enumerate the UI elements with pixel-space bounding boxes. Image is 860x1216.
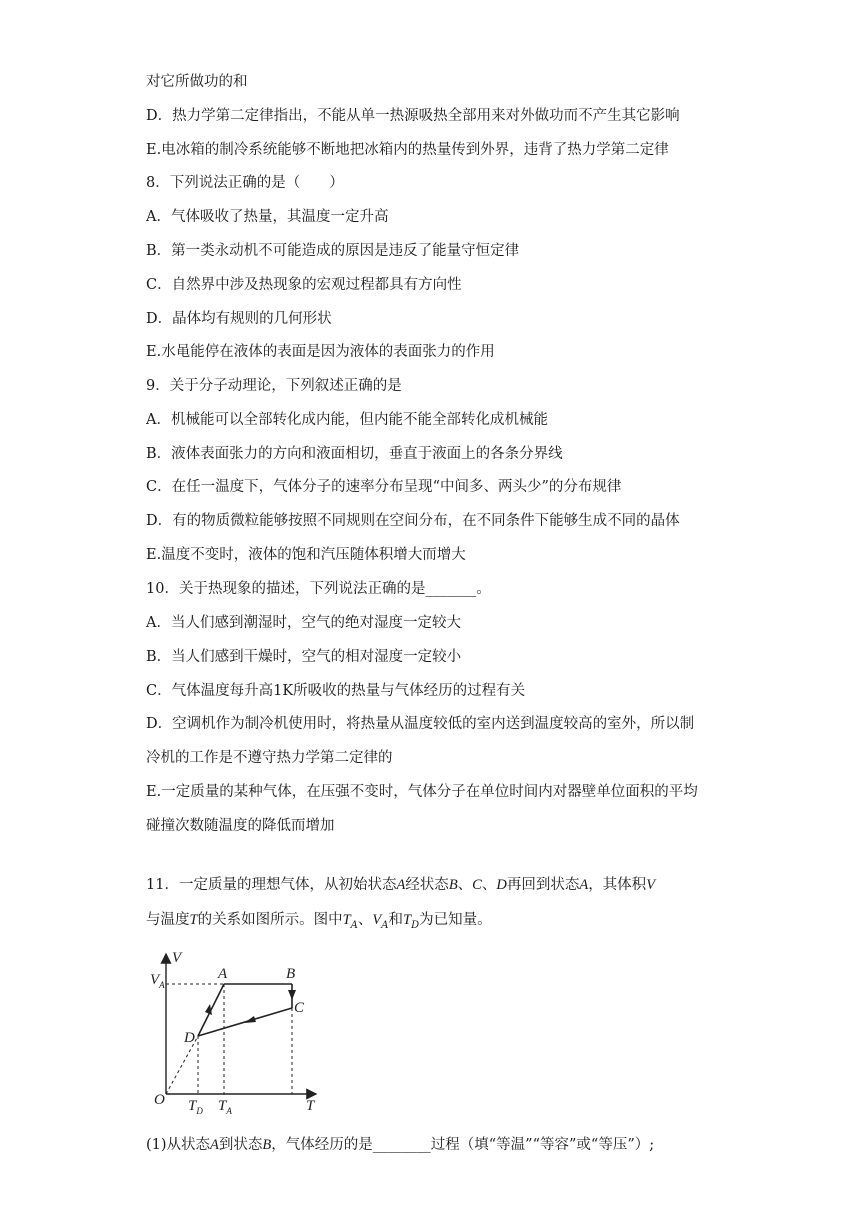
text-line: E.电冰箱的制冷系统能够不断地把冰箱内的热量传到外界，违背了热力学第二定律 — [146, 142, 669, 158]
point-c-label: C — [294, 1000, 305, 1016]
option-a: A．气体吸收了热量，其温度一定升高 — [146, 209, 389, 225]
axis-v-label: V — [172, 950, 182, 966]
va-label: $V_A$ — [150, 972, 165, 990]
option-e: E.一定质量的某种气体，在压强不变时，气体分子在单位时间内对器壁单位面积的平均 — [146, 784, 698, 800]
origin-label: O — [154, 1092, 165, 1108]
ta-label: $T_A$ — [218, 1098, 232, 1116]
option-d: D．空调机作为制冷机使用时，将热量从温度较低的室内送到温度较高的室外，所以制 — [146, 716, 695, 732]
point-d-label: D — [184, 1030, 195, 1046]
option-e-continued: 碰撞次数随温度的降低而增加 — [146, 818, 335, 834]
option-d-continued: 冷机的工作是不遵守热力学第二定律的 — [146, 750, 393, 766]
axis-t-label: T — [306, 1098, 315, 1114]
option-e: E.温度不变时，液体的饱和汽压随体积增大而增大 — [146, 547, 466, 563]
option-c: C．自然界中涉及热现象的宏观过程都具有方向性 — [146, 277, 462, 293]
option-c: C．气体温度每升高1K所吸收的热量与气体经历的过程有关 — [146, 683, 526, 699]
question-9-stem: 9．关于分子动理论，下列叙述正确的是 — [146, 378, 402, 394]
option-b: B．当人们感到干燥时，空气的相对湿度一定较小 — [146, 649, 462, 665]
arrow-da — [205, 1004, 212, 1015]
option-a: A．当人们感到潮湿时，空气的绝对湿度一定较大 — [146, 615, 461, 631]
point-b-label: B — [286, 966, 296, 982]
option-a: A．机械能可以全部转化成内能，但内能不能全部转化成机械能 — [146, 412, 548, 428]
arrow-bc — [288, 990, 296, 1000]
option-d: D．有的物质微粒能够按照不同规则在空间分布，在不同条件下能够生成不同的晶体 — [146, 513, 680, 529]
text-line: D．热力学第二定律指出，不能从单一热源吸热全部用来对外做功而不产生其它影响 — [146, 108, 680, 124]
arrow-cd — [244, 1016, 256, 1023]
option-d: D．晶体均有规则的几何形状 — [146, 311, 332, 327]
question-11-stem-line1: 11．一定质量的理想气体，从初始状态A经状态B、C、D再回到状态A，其体积V — [146, 877, 656, 893]
v-t-diagram — [146, 946, 326, 1118]
question-11-stem-line2: 与温度T的关系如图所示。图中$T_A$、$V_A$和$T_D$为已知量。 — [146, 912, 492, 931]
option-b: B．液体表面张力的方向和液面相切，垂直于液面上的各条分界线 — [146, 446, 563, 462]
question-10-stem: 10．关于热现象的描述，下列说法正确的是_______。 — [146, 581, 491, 597]
option-c: C．在任一温度下，气体分子的速率分布呈现“中间多、两头少”的分布规律 — [146, 479, 622, 495]
option-e: E.水黾能停在液体的表面是因为液体的表面张力的作用 — [146, 344, 495, 360]
td-label: $T_D$ — [188, 1098, 203, 1116]
point-a-label: A — [218, 966, 228, 982]
text-line: 对它所做功的和 — [146, 74, 248, 90]
question-11-part-1: (1)从状态A到状态B，气体经历的是________过程（填“等温”“等容”或“等压”）; — [146, 1137, 655, 1153]
segment-cd — [198, 1008, 292, 1036]
option-b: B．第一类永动机不可能造成的原因是违反了能量守恒定律 — [146, 243, 520, 259]
question-8-stem: 8．下列说法正确的是（ ） — [146, 175, 344, 191]
